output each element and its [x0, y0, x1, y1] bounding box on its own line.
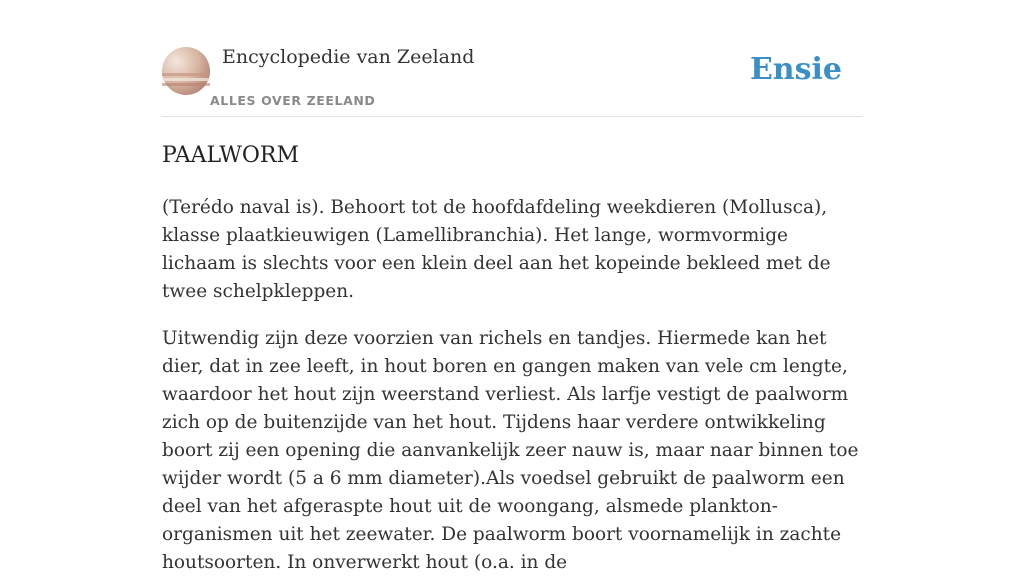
site-tagline: ALLES OVER ZEELAND [210, 93, 376, 108]
article-paragraph: Uitwendig zijn deze voorzien van richels en tandjes. Hiermede kan het dier, dat in zee leeft, in hout boren en gangen maken van vele cm lengte, waardoor het hout zijn weerstand verliest. Als larfje vestigt de paalworm zich op de buitenzijde van het hout. Tijdens haar verdere ontwikkeling boort zij een opening die aanvankelijk zeer nauw is, maar naar binnen toe wijder wordt (5 a 6 mm diameter).Als voedsel gebruikt de paalworm een deel van het afgeraspte hout uit de woongang, alsmede plankton-organismen uit het zeewater. De paalworm boort voornamelijk in zachte houtsoorten. In onverwerkt hout (o.a. in de [162, 328, 859, 573]
article-body [162, 194, 862, 577]
site-name[interactable]: Encyclopedie van Zeeland [222, 46, 475, 68]
brand-logo-link[interactable]: Ensie [749, 52, 842, 87]
site-header [162, 0, 862, 117]
content-container [162, 0, 862, 577]
site-avatar[interactable] [162, 47, 210, 95]
article-paragraph: (Terédo naval is). Behoort tot de hoofdafdeling weekdieren (Mollusca), klasse plaatkieuwigen (Lamellibranchia). Het lange, wormvormige lichaam is slechts voor een klein deel aan het kopeinde bekleed met de twee schelpkleppen. [162, 197, 831, 302]
article-title: PAALWORM [162, 143, 299, 168]
